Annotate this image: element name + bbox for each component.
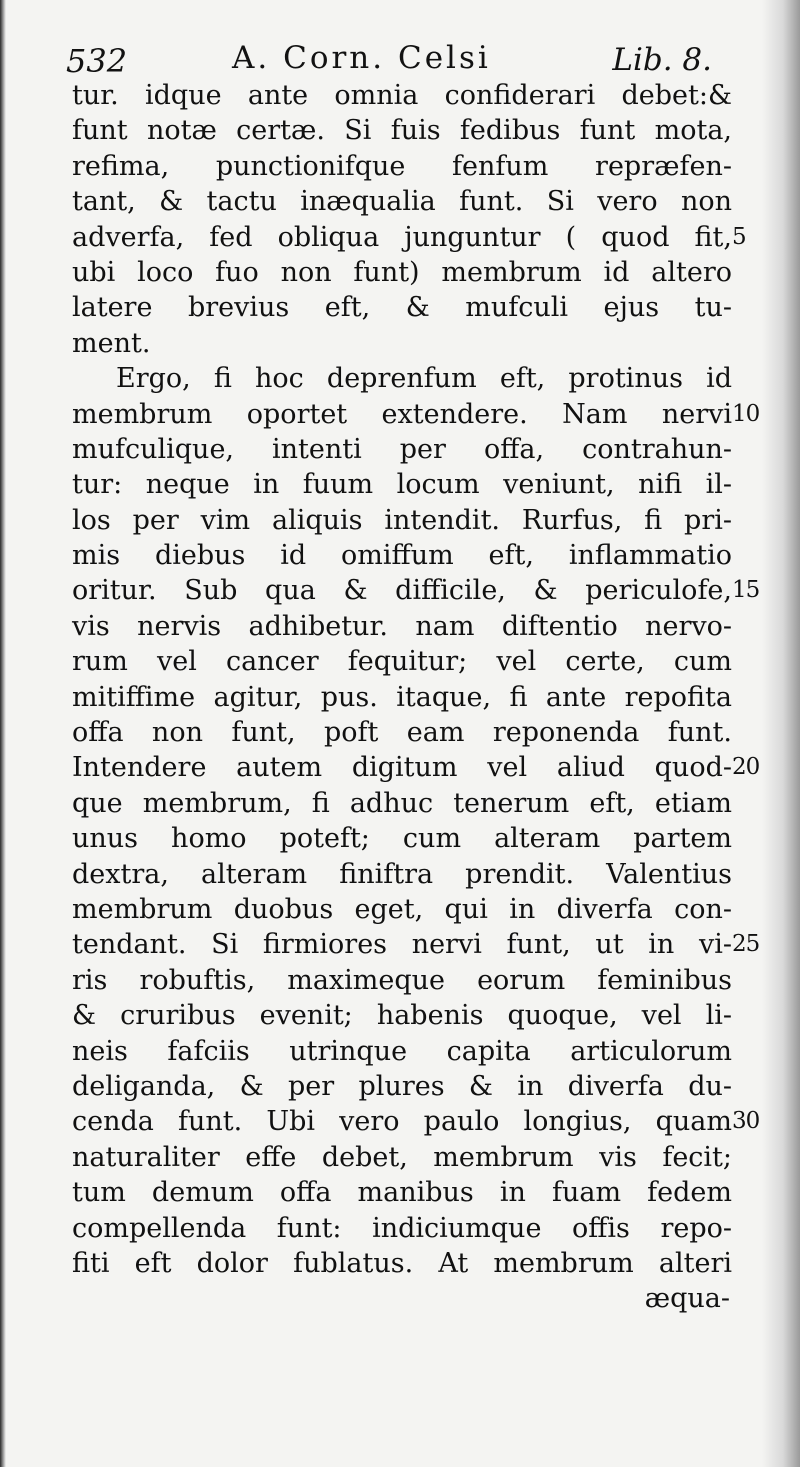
line-text: cenda funt. Ubi vero paulo longius, quam [72,1106,732,1138]
text-line [72,184,732,219]
text-line [72,1211,732,1246]
line-text: Ergo, fi hoc deprenfum eft, protinus id [116,363,732,395]
line-text: tur. idque ante omnia confiderari debet:& [72,80,732,111]
text-line [72,1246,732,1281]
text-line [72,998,732,1033]
text-line [72,680,732,715]
line-text: membrum duobus eget, qui in diverfa con- [72,893,732,925]
line-text: ment. [72,327,151,359]
line-text: los per vim aliquis intendit. Rurfus, fi pri- [72,504,732,536]
line-text: compellenda funt: indiciumque offis repo- [72,1212,732,1244]
text-line [72,821,732,856]
line-text: funt notæ certæ. Si fuis fedibus funt mota, [72,115,732,147]
line-text: mitiffime agitur, pus. itaque, fi ante repofita [72,681,732,713]
line-text: unus homo poteft; cum alteram partem [72,823,732,855]
line-text: & cruribus evenit; habenis quoque, vel li- [72,1000,732,1032]
line-text: ubi loco fuo non funt) membrum id altero [72,256,732,288]
text-line [72,78,732,113]
text-line [72,220,746,255]
line-text: ris robuftis, maximeque eorum feminibus [72,964,732,996]
text-line [72,113,732,148]
line-text: que membrum, fi adhuc tenerum eft, etiam [72,787,732,819]
text-line [72,432,732,467]
line-text: naturaliter effe debet, membrum vis fecit; [72,1141,732,1173]
body-text [72,78,760,1317]
text-line [72,1069,732,1104]
line-text: neis fafciis utrinque capita articulorum [72,1035,732,1067]
text-line [72,1034,732,1069]
page-gutter-shadow [0,0,6,1467]
line-text: Intendere autem digitum vel aliud quod- [72,752,732,784]
text-line [72,573,760,608]
line-text: mis diebus id omiffum eft, inflammatio [72,540,732,572]
line-text: vis nervis adhibetur. nam diftentio nervo- [72,610,732,642]
line-text: membrum oportet extendere. Nam nervi [72,398,732,430]
line-number: 25 [732,931,760,958]
line-text: refima, punctionifque fenfum repræfen- [72,150,732,182]
text-line [72,927,760,962]
text-line [72,538,732,573]
text-line [72,397,760,432]
line-text: tur: neque in fuum locum veniunt, nifi il- [72,469,732,501]
text-line [72,715,732,750]
text-line [72,326,732,361]
line-text: mufculique, intenti per offa, contrahun- [72,433,732,465]
text-line [72,255,732,290]
line-number: 15 [732,577,760,604]
line-text: rum vel cancer fequitur; vel certe, cum [72,646,732,678]
line-number: 20 [732,754,760,781]
book-marker: Lib. 8. [612,42,712,78]
text-line [72,750,760,785]
text-line [72,1175,732,1210]
text-line [72,892,732,927]
line-number: 30 [732,1108,760,1135]
line-text: fiti eft dolor fublatus. At membrum alteri [72,1247,732,1279]
text-line [72,467,732,502]
text-line [72,503,732,538]
text-line [72,857,732,892]
text-line [72,644,732,679]
page-edge-shadow [762,0,800,1467]
text-line [72,1104,760,1139]
line-number: 5 [732,223,746,250]
paragraph-start-line [72,361,732,396]
running-title: A. Corn. Celsi [232,40,491,76]
line-text: dextra, alteram finiftra prendit. Valentius [72,858,732,890]
line-text: deliganda, & per plures & in diverfa du- [72,1070,732,1102]
text-line [72,963,732,998]
text-line [72,149,732,184]
text-line [72,609,732,644]
text-line [72,786,732,821]
line-text: offa non funt, poft eam reponenda funt. [72,717,732,749]
line-text: latere brevius eft, & mufculi ejus tu- [72,292,732,324]
line-text: adverfa, fed obliqua junguntur ( quod fit, [72,221,732,253]
line-text: tant, & tactu inæqualia funt. Si vero non [72,186,732,218]
text-line [72,290,732,325]
page-number: 532 [66,42,128,80]
catchword: æqua- [644,1283,730,1315]
line-text: tendant. Si firmiores nervi funt, ut in vi- [72,929,732,961]
text-line [72,1140,732,1175]
line-text: oritur. Sub qua & difficile, & periculofe, [72,575,732,607]
line-number: 10 [732,400,760,427]
line-text: tum demum offa manibus in fuam fedem [72,1177,732,1209]
